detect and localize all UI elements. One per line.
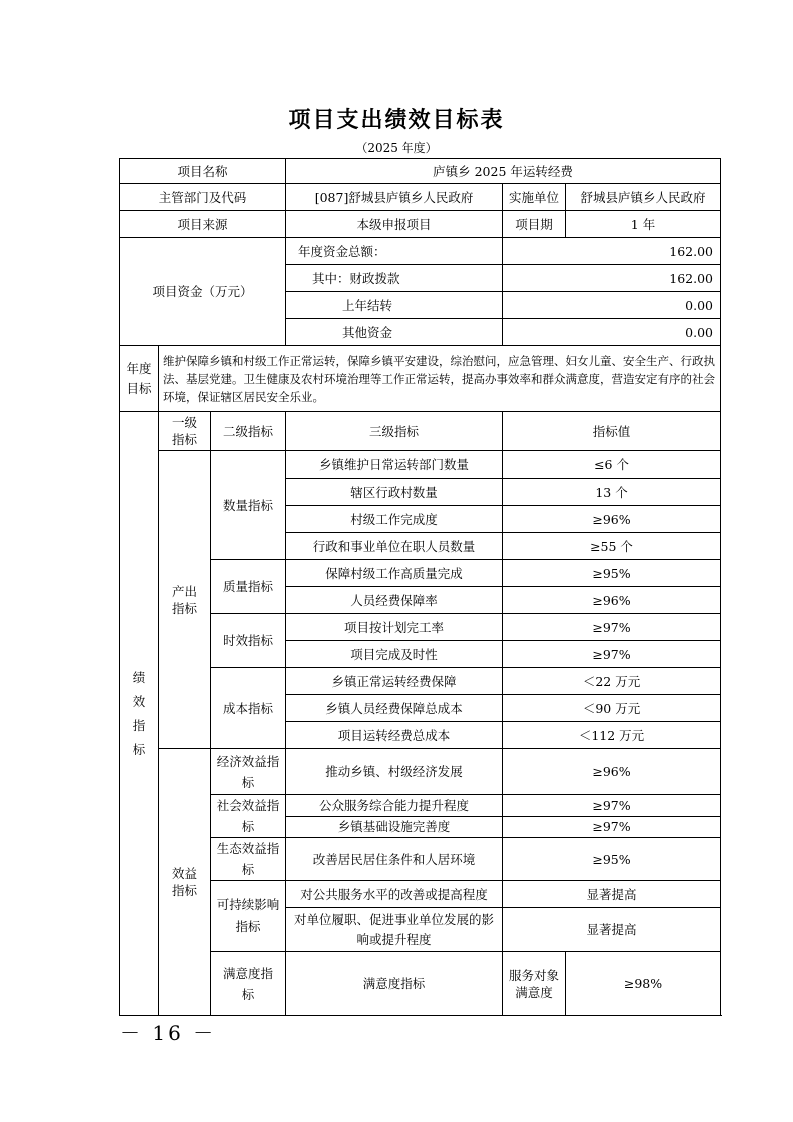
fund-value: 0.00 xyxy=(503,292,721,319)
indicator-value: ≥98% xyxy=(566,952,721,1016)
row-source xyxy=(120,211,721,238)
output-label: 产出指标 xyxy=(159,451,211,749)
sustainable-label: 可持续影响指标 xyxy=(211,881,286,952)
indicator-value: ＜90 万元 xyxy=(503,695,721,722)
indicator-name: 对公共服务水平的改善或提高程度 xyxy=(286,881,503,908)
period-label: 项目期 xyxy=(503,211,566,238)
indicator-name: 乡镇正常运转经费保障 xyxy=(286,668,503,695)
annual-target-text: 维护保障乡镇和村级工作正常运转，保障乡镇平安建设，综治慰问，应急管理、妇女儿童、安全生产、行政执法、基层党建。卫生健康及农村环境治理等工作正常运转，提高办事效率和群众满意度，营造安定有序的社会环境，保证辖区居民安全乐业。 xyxy=(159,346,721,412)
indicator-name: 村级工作完成度 xyxy=(286,506,503,533)
annual-target-label: 年度目标 xyxy=(120,346,159,412)
indicator-name: 改善居民居住条件和人居环境 xyxy=(286,838,503,881)
indicator-name: 乡镇基础设施完善度 xyxy=(286,816,503,838)
impl-label: 实施单位 xyxy=(503,184,566,211)
fund-label: 其中：财政拨款 xyxy=(286,265,503,292)
indicator-value: ＜22 万元 xyxy=(503,668,721,695)
indicator-name: 公众服务综合能力提升程度 xyxy=(286,795,503,817)
perf-label: 绩效指标 xyxy=(120,412,159,1016)
indicator-value: ≥96% xyxy=(503,506,721,533)
header-level3: 三级指标 xyxy=(286,412,503,451)
indicator-value: ≥97% xyxy=(503,614,721,641)
row-project-name xyxy=(120,159,721,184)
project-name-label: 项目名称 xyxy=(120,159,286,184)
satisfaction-label: 满意度指标 xyxy=(211,952,286,1016)
indicator-name: 行政和事业单位在职人员数量 xyxy=(286,533,503,560)
header-value: 指标值 xyxy=(503,412,721,451)
source-value: 本级申报项目 xyxy=(286,211,503,238)
indicator-value: ＜112 万元 xyxy=(503,722,721,749)
satisfaction-sub-label: 满意度指标 xyxy=(286,952,503,1016)
indicator-row xyxy=(120,560,721,587)
indicator-name: 对单位履职、促进事业单位发展的影响或提升程度 xyxy=(286,908,503,952)
indicator-name: 推动乡镇、村级经济发展 xyxy=(286,749,503,795)
indicator-row xyxy=(120,451,721,479)
indicator-value: ≥55 个 xyxy=(503,533,721,560)
header-level1: 一级指标 xyxy=(159,412,211,451)
social-label: 社会效益指标 xyxy=(211,795,286,838)
indicator-value: ≥97% xyxy=(503,816,721,838)
cost-label: 成本指标 xyxy=(211,668,286,749)
row-department xyxy=(120,184,721,211)
quantity-label: 数量指标 xyxy=(211,451,286,560)
indicator-value: 显著提高 xyxy=(503,908,721,952)
funds-label: 项目资金（万元） xyxy=(120,238,286,346)
indicator-value: ≥96% xyxy=(503,587,721,614)
indicator-value: 显著提高 xyxy=(503,881,721,908)
fund-row xyxy=(120,238,721,265)
page-title: 项目支出绩效目标表 xyxy=(288,107,505,133)
fund-label: 上年结转 xyxy=(286,292,503,319)
indicator-row xyxy=(120,838,721,881)
indicator-row xyxy=(120,881,721,908)
indicator-row xyxy=(120,795,721,817)
source-label: 项目来源 xyxy=(120,211,286,238)
page-number: － 16 － xyxy=(120,1021,217,1045)
indicator-value: ≥97% xyxy=(503,641,721,668)
indicator-value: ≥97% xyxy=(503,795,721,817)
indicator-name: 辖区行政村数量 xyxy=(286,479,503,506)
indicator-name: 人员经费保障率 xyxy=(286,587,503,614)
indicator-value: ≥95% xyxy=(503,838,721,881)
indicator-value: 13 个 xyxy=(503,479,721,506)
indicator-name: 保障村级工作高质量完成 xyxy=(286,560,503,587)
fund-label: 其他资金 xyxy=(286,319,503,346)
timeliness-label: 时效指标 xyxy=(211,614,286,668)
quality-label: 质量指标 xyxy=(211,560,286,614)
ecological-label: 生态效益指标 xyxy=(211,838,286,881)
impl-value: 舒城县庐镇乡人民政府 xyxy=(566,184,721,211)
dept-value: [087]舒城县庐镇乡人民政府 xyxy=(286,184,503,211)
performance-target-table xyxy=(119,158,721,1016)
row-annual-target xyxy=(120,346,721,412)
indicator-name: 项目按计划完工率 xyxy=(286,614,503,641)
indicator-name: 项目完成及时性 xyxy=(286,641,503,668)
indicator-row xyxy=(120,614,721,641)
project-name-value: 庐镇乡 2025 年运转经费 xyxy=(286,159,721,184)
period-value: 1 年 xyxy=(566,211,721,238)
economic-label: 经济效益指标 xyxy=(211,749,286,795)
indicator-row xyxy=(120,668,721,695)
dept-label: 主管部门及代码 xyxy=(120,184,286,211)
indicator-name: 服务对象满意度 xyxy=(503,952,566,1016)
fund-value: 162.00 xyxy=(503,238,721,265)
benefit-label: 效益指标 xyxy=(159,749,211,1016)
fund-value: 0.00 xyxy=(503,319,721,346)
page-subtitle: （2025 年度） xyxy=(355,141,438,155)
indicator-row xyxy=(120,952,721,1016)
fund-label: 年度资金总额： xyxy=(286,238,503,265)
indicator-name: 乡镇维护日常运转部门数量 xyxy=(286,451,503,479)
indicator-value: ≤6 个 xyxy=(503,451,721,479)
perf-header-row xyxy=(120,412,721,451)
header-level2: 二级指标 xyxy=(211,412,286,451)
fund-value: 162.00 xyxy=(503,265,721,292)
indicator-name: 项目运转经费总成本 xyxy=(286,722,503,749)
indicator-value: ≥95% xyxy=(503,560,721,587)
indicator-row xyxy=(120,749,721,795)
indicator-value: ≥96% xyxy=(503,749,721,795)
indicator-name: 乡镇人员经费保障总成本 xyxy=(286,695,503,722)
